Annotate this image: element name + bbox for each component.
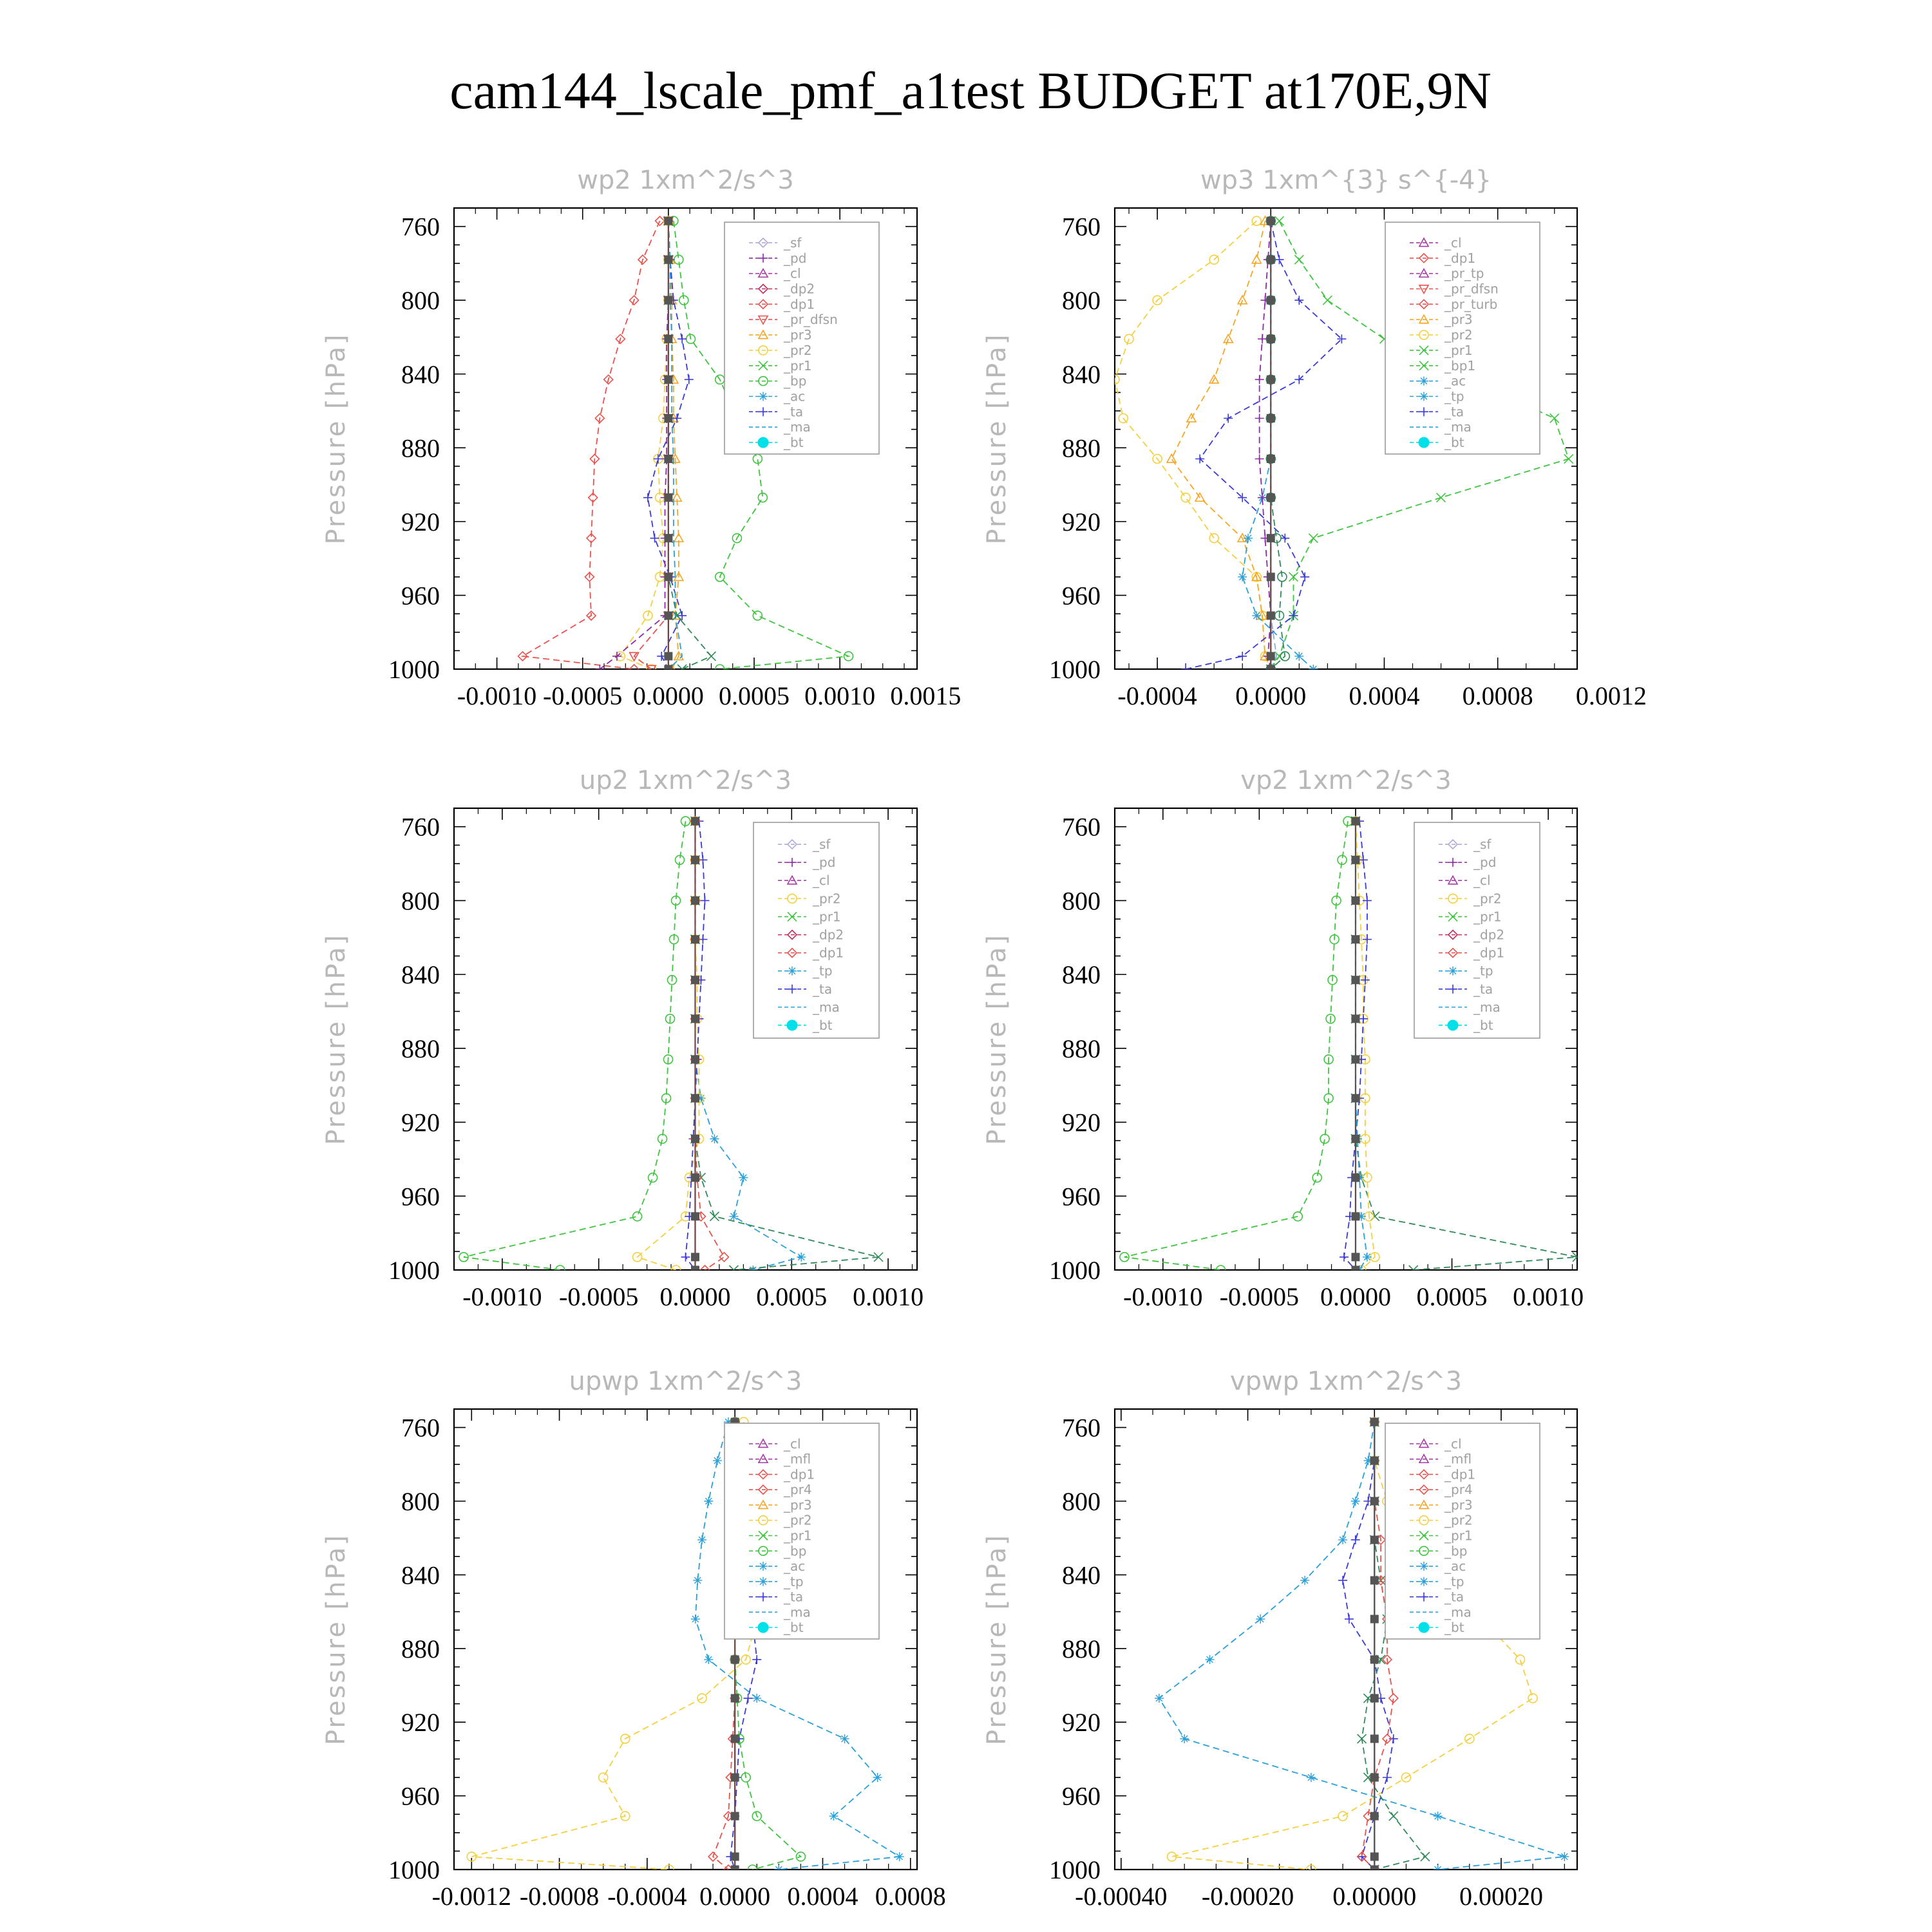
marker-square xyxy=(665,375,672,383)
legend-label: _dp1 xyxy=(813,945,844,961)
y-tick-label: 840 xyxy=(401,960,440,990)
legend-label: _ac xyxy=(1444,373,1466,389)
x-tick-label: 0.0010 xyxy=(853,1282,924,1311)
legend-label: _mfl xyxy=(1444,1451,1472,1467)
marker-asterisk xyxy=(1338,1535,1347,1544)
y-tick-label: 960 xyxy=(401,1182,440,1211)
marker-square xyxy=(1267,256,1274,263)
legend-label: _ma xyxy=(813,999,840,1015)
y-tick-label: 960 xyxy=(1062,581,1101,611)
legend-label: _pd xyxy=(784,250,807,266)
y-tick-label: 880 xyxy=(1062,1034,1101,1063)
y-tick-label: 760 xyxy=(401,212,440,242)
legend-label: _bt xyxy=(1473,1017,1493,1033)
marker-asterisk xyxy=(691,1615,700,1624)
x-tick-label: 0.0010 xyxy=(804,681,876,710)
x-tick-label: 0.00020 xyxy=(1459,1882,1543,1911)
y-tick-label: 920 xyxy=(1062,1708,1101,1738)
marker-square xyxy=(1370,1615,1378,1623)
marker-square xyxy=(1267,296,1274,304)
marker-square xyxy=(1370,1418,1378,1426)
marker-asterisk xyxy=(1180,1734,1189,1743)
legend-label: _sf xyxy=(784,234,802,251)
marker-asterisk xyxy=(759,1562,768,1571)
marker-square xyxy=(1267,455,1274,463)
x-tick-label: -0.0005 xyxy=(543,681,623,710)
legend-label: _ac xyxy=(784,388,806,404)
marker-square xyxy=(691,1094,699,1102)
legend xyxy=(1385,1423,1540,1639)
legend-label: _cl xyxy=(1444,1435,1462,1452)
y-tick-label: 840 xyxy=(401,1560,440,1590)
figure-title: cam144_lscale_pmf_a1test BUDGET at170E,9N xyxy=(450,61,1492,120)
x-tick-label: 0.0005 xyxy=(719,681,790,710)
legend-label: _cl xyxy=(1444,234,1462,251)
y-tick-label: 920 xyxy=(401,1708,440,1738)
x-tick-label: -0.0008 xyxy=(519,1882,600,1911)
x-tick-label: -0.0005 xyxy=(559,1282,639,1311)
marker-square xyxy=(1370,1694,1378,1702)
marker-asterisk xyxy=(759,1577,768,1586)
y-tick-label: 840 xyxy=(1062,960,1101,990)
y-tick-label: 880 xyxy=(1062,1634,1101,1663)
y-tick-label: 960 xyxy=(401,581,440,611)
y-tick-label: 920 xyxy=(401,507,440,536)
y-tick-label: 760 xyxy=(1062,212,1101,242)
x-tick-label: 0.0004 xyxy=(1349,681,1420,710)
marker-square xyxy=(1370,1812,1378,1820)
legend-label: _dp1 xyxy=(1444,250,1476,266)
legend-label: _sf xyxy=(813,837,831,853)
marker-asterisk xyxy=(1419,392,1428,401)
legend-label: _pr_dfsn xyxy=(784,312,838,328)
marker-square xyxy=(665,296,672,304)
x-tick-label: 0.0000 xyxy=(1320,1282,1391,1311)
marker-square xyxy=(691,896,699,904)
panel-title: vpwp 1xm^2/s^3 xyxy=(1229,1367,1463,1396)
legend-label: _tp xyxy=(1473,963,1493,979)
y-tick-label: 920 xyxy=(401,1108,440,1137)
legend-label: _cl xyxy=(1473,873,1491,889)
y-tick-label: 800 xyxy=(1062,886,1101,916)
x-tick-label: 0.0010 xyxy=(1513,1282,1584,1311)
x-tick-label: 0.00000 xyxy=(1332,1882,1417,1911)
y-tick-label: 800 xyxy=(401,1487,440,1516)
marker-square xyxy=(1352,856,1359,864)
marker-square xyxy=(1370,1774,1378,1781)
y-tick-label: 1000 xyxy=(1049,1855,1101,1884)
marker-square xyxy=(1352,1174,1359,1182)
legend-label: _pr3 xyxy=(1444,312,1473,328)
marker-asterisk xyxy=(1560,1852,1569,1861)
legend-label: _dp1 xyxy=(784,1466,815,1482)
x-tick-label: 0.0000 xyxy=(699,1882,771,1911)
panel-title: wp3 1xm^{3} s^{-4} xyxy=(1200,166,1492,195)
legend-label: _bt xyxy=(1444,435,1464,451)
marker-square xyxy=(691,817,699,825)
legend-label: _pr3 xyxy=(784,1497,812,1513)
legend-label: _pr1 xyxy=(784,1528,812,1544)
legend-label: _pr3 xyxy=(784,327,812,343)
x-tick-label: -0.0010 xyxy=(457,681,537,710)
y-tick-label: 880 xyxy=(1062,433,1101,463)
marker-asterisk xyxy=(1419,1562,1428,1571)
legend-label: _ac xyxy=(1444,1558,1466,1575)
legend-label: _pr2 xyxy=(1444,1512,1473,1528)
legend-marker xyxy=(758,1622,768,1633)
marker-square xyxy=(691,1213,699,1220)
legend-label: _pr2 xyxy=(1473,891,1502,907)
panel-title: vp2 1xm^2/s^3 xyxy=(1240,766,1452,795)
y-tick-label: 960 xyxy=(1062,1781,1101,1811)
marker-square xyxy=(731,1735,739,1743)
marker-square xyxy=(665,652,672,660)
legend-label: _dp2 xyxy=(784,281,815,297)
x-tick-label: 0.0005 xyxy=(1416,1282,1488,1311)
legend-marker xyxy=(1419,1622,1429,1633)
legend-label: _pr1 xyxy=(813,909,841,925)
marker-square xyxy=(1352,1213,1359,1220)
legend-label: _pr3 xyxy=(1444,1497,1473,1513)
x-tick-label: 0.0008 xyxy=(875,1882,946,1911)
marker-square xyxy=(691,1015,699,1023)
y-tick-label: 840 xyxy=(401,359,440,389)
legend-label: _pr1 xyxy=(1444,1528,1473,1544)
marker-square xyxy=(1352,896,1359,904)
legend-label: _pr2 xyxy=(813,891,841,907)
legend-marker xyxy=(787,1020,797,1030)
legend-marker xyxy=(758,437,768,448)
legend xyxy=(724,1423,879,1639)
marker-asterisk xyxy=(1300,1576,1309,1585)
marker-square xyxy=(1267,535,1274,542)
legend-label: _tp xyxy=(1444,388,1464,404)
x-tick-label: 0.0000 xyxy=(1235,681,1307,710)
x-tick-label: -0.0010 xyxy=(462,1282,542,1311)
marker-asterisk xyxy=(739,1173,748,1182)
legend-label: _ta xyxy=(1444,1589,1464,1605)
legend-label: _dp2 xyxy=(1473,927,1505,943)
marker-asterisk xyxy=(829,1812,838,1821)
legend-label: _bt xyxy=(784,1620,804,1636)
marker-square xyxy=(1267,573,1274,581)
x-tick-label: 0.0000 xyxy=(632,681,704,710)
legend-label: _dp1 xyxy=(784,296,815,312)
y-axis-label: Pressure [hPa] xyxy=(321,933,351,1145)
marker-square xyxy=(1352,936,1359,943)
legend-label: _tp xyxy=(813,963,833,979)
marker-square xyxy=(1370,1656,1378,1663)
legend-label: _bt xyxy=(1444,1620,1464,1636)
legend-label: _pr4 xyxy=(1444,1482,1473,1498)
legend-label: _bp1 xyxy=(1444,357,1476,374)
marker-square xyxy=(691,1135,699,1142)
marker-square xyxy=(1370,1536,1378,1544)
y-tick-label: 880 xyxy=(401,1034,440,1063)
legend-label: _tp xyxy=(1444,1573,1464,1589)
marker-square xyxy=(665,217,672,225)
x-tick-label: 0.0015 xyxy=(890,681,961,710)
legend-label: _bt xyxy=(784,435,804,451)
legend-marker xyxy=(1448,1020,1458,1030)
legend-label: _tp xyxy=(784,1573,804,1589)
x-tick-label: 0.0005 xyxy=(756,1282,828,1311)
y-tick-label: 1000 xyxy=(388,655,440,684)
marker-square xyxy=(1267,335,1274,343)
marker-asterisk xyxy=(1351,1497,1360,1506)
marker-square xyxy=(731,1812,739,1820)
marker-square xyxy=(1370,1735,1378,1743)
marker-asterisk xyxy=(1434,1812,1443,1821)
y-axis-label: Pressure [hPa] xyxy=(982,332,1012,545)
marker-square xyxy=(1267,414,1274,422)
legend-label: _pr4 xyxy=(784,1482,812,1498)
marker-square xyxy=(731,1656,739,1663)
marker-square xyxy=(731,1694,739,1702)
marker-square xyxy=(691,936,699,943)
y-tick-label: 1000 xyxy=(1049,655,1101,684)
x-tick-label: 0.0012 xyxy=(1575,681,1647,710)
marker-asterisk xyxy=(1244,534,1253,543)
legend-label: _pr2 xyxy=(784,1512,812,1528)
marker-square xyxy=(665,494,672,502)
x-tick-label: 0.0000 xyxy=(659,1282,731,1311)
legend-label: _bp xyxy=(1444,1543,1468,1559)
marker-square xyxy=(691,1174,699,1182)
marker-square xyxy=(731,1853,739,1861)
y-tick-label: 920 xyxy=(1062,1108,1101,1137)
y-tick-label: 840 xyxy=(1062,1560,1101,1590)
x-tick-label: 0.0004 xyxy=(787,1882,858,1911)
legend-label: _pr_dfsn xyxy=(1444,281,1499,297)
legend xyxy=(1414,822,1540,1038)
legend xyxy=(724,222,879,454)
legend-label: _pr2 xyxy=(784,342,812,358)
marker-square xyxy=(1267,652,1274,660)
marker-square xyxy=(665,455,672,463)
marker-square xyxy=(1267,217,1274,225)
marker-square xyxy=(665,612,672,620)
y-tick-label: 880 xyxy=(401,1634,440,1663)
x-tick-label: -0.00040 xyxy=(1075,1882,1168,1911)
legend-label: _ma xyxy=(1444,419,1472,435)
marker-square xyxy=(665,256,672,263)
legend-label: _ta xyxy=(1444,404,1464,420)
legend-label: _dp1 xyxy=(1444,1466,1476,1482)
legend-label: _pd xyxy=(813,855,836,871)
marker-square xyxy=(691,976,699,984)
legend-label: _sf xyxy=(1473,837,1492,853)
legend-label: _pr_tp xyxy=(1444,265,1484,281)
y-tick-label: 760 xyxy=(1062,1413,1101,1443)
y-tick-label: 760 xyxy=(401,1413,440,1443)
marker-square xyxy=(665,335,672,343)
y-tick-label: 1000 xyxy=(388,1256,440,1285)
y-tick-label: 960 xyxy=(401,1781,440,1811)
y-tick-label: 800 xyxy=(1062,1487,1101,1516)
x-tick-label: -0.0005 xyxy=(1219,1282,1300,1311)
legend-label: _ma xyxy=(1444,1604,1472,1620)
y-axis-label: Pressure [hPa] xyxy=(982,933,1012,1145)
marker-square xyxy=(1352,1015,1359,1023)
marker-asterisk xyxy=(693,1576,702,1585)
y-tick-label: 800 xyxy=(401,286,440,316)
y-tick-label: 1000 xyxy=(1049,1256,1101,1285)
marker-square xyxy=(1267,612,1274,620)
marker-square xyxy=(691,1056,699,1063)
marker-square xyxy=(1267,375,1274,383)
x-tick-label: -0.0010 xyxy=(1123,1282,1203,1311)
marker-square xyxy=(1352,817,1359,825)
legend-label: _ta xyxy=(784,404,804,420)
x-tick-label: -0.0004 xyxy=(1117,681,1197,710)
marker-asterisk xyxy=(697,1535,706,1544)
marker-square xyxy=(1352,976,1359,984)
y-tick-label: 960 xyxy=(1062,1182,1101,1211)
marker-square xyxy=(1352,1094,1359,1102)
legend-label: _cl xyxy=(784,1435,801,1452)
y-tick-label: 760 xyxy=(401,812,440,842)
y-tick-label: 800 xyxy=(1062,286,1101,316)
legend-label: _pr_turb xyxy=(1444,296,1498,312)
y-tick-label: 1000 xyxy=(388,1855,440,1884)
x-tick-label: 0.0008 xyxy=(1462,681,1533,710)
marker-square xyxy=(1370,1577,1378,1584)
legend-label: _pr1 xyxy=(784,357,812,374)
legend xyxy=(1385,222,1540,454)
marker-square xyxy=(1370,1853,1378,1861)
legend-label: _dp2 xyxy=(813,927,844,943)
marker-square xyxy=(1352,1135,1359,1142)
marker-square xyxy=(665,573,672,581)
legend-label: _ac xyxy=(784,1558,806,1575)
legend-label: _pr2 xyxy=(1444,327,1473,343)
legend-label: _pr1 xyxy=(1473,909,1502,925)
marker-square xyxy=(731,1774,739,1781)
marker-square xyxy=(665,414,672,422)
legend-label: _ta xyxy=(784,1589,804,1605)
y-tick-label: 920 xyxy=(1062,507,1101,536)
x-tick-label: -0.00020 xyxy=(1201,1882,1294,1911)
marker-square xyxy=(1267,494,1274,502)
x-tick-label: -0.0012 xyxy=(431,1882,511,1911)
legend-label: _cl xyxy=(813,873,830,889)
legend-label: _ma xyxy=(1473,999,1501,1015)
legend-label: _bt xyxy=(813,1017,833,1033)
marker-square xyxy=(691,1253,699,1261)
y-tick-label: 880 xyxy=(401,433,440,463)
y-axis-label: Pressure [hPa] xyxy=(321,1533,351,1745)
y-axis-label: Pressure [hPa] xyxy=(982,1533,1012,1745)
marker-square xyxy=(691,856,699,864)
marker-asterisk xyxy=(759,392,768,401)
legend-label: _bp xyxy=(784,1543,807,1559)
panel-title: up2 1xm^2/s^3 xyxy=(579,766,792,795)
legend-marker xyxy=(1419,437,1429,448)
marker-square xyxy=(1370,1457,1378,1464)
marker-square xyxy=(1352,1056,1359,1063)
legend-label: _mfl xyxy=(784,1451,811,1467)
legend xyxy=(753,822,879,1038)
y-tick-label: 800 xyxy=(401,886,440,916)
legend-label: _ta xyxy=(813,981,833,997)
legend-label: _ta xyxy=(1473,981,1493,997)
legend-label: _ma xyxy=(784,419,811,435)
marker-square xyxy=(1352,1253,1359,1261)
legend-label: _ma xyxy=(784,1604,811,1620)
legend-label: _cl xyxy=(784,265,801,281)
legend-label: _pr1 xyxy=(1444,342,1473,358)
marker-asterisk xyxy=(1419,1577,1428,1586)
y-tick-label: 840 xyxy=(1062,359,1101,389)
marker-asterisk xyxy=(752,1694,761,1703)
legend-label: _pd xyxy=(1473,855,1497,871)
panel-title: upwp 1xm^2/s^3 xyxy=(569,1367,802,1396)
marker-square xyxy=(1370,1497,1378,1505)
legend-label: _dp1 xyxy=(1473,945,1505,961)
y-tick-label: 760 xyxy=(1062,812,1101,842)
legend-label: _bp xyxy=(784,373,807,389)
y-axis-label: Pressure [hPa] xyxy=(321,332,351,545)
x-tick-label: -0.0004 xyxy=(607,1882,687,1911)
marker-square xyxy=(665,535,672,542)
panel-title: wp2 1xm^2/s^3 xyxy=(577,166,794,195)
